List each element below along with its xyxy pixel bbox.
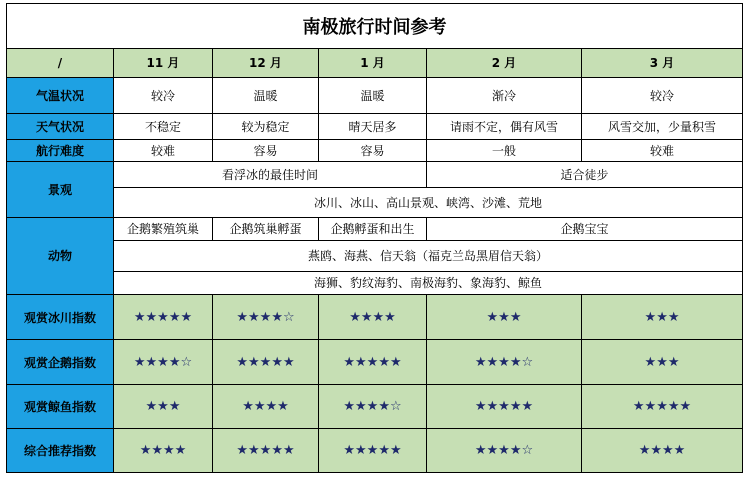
rating-stars: ★★★★★: [427, 385, 582, 429]
navigation-cell: 较难: [114, 139, 213, 161]
rating-stars: ★★★: [427, 295, 582, 340]
row-label-whale-index: 观赏鲸鱼指数: [7, 385, 114, 429]
month-header-feb: 2 月: [427, 48, 582, 77]
weather-cell: 风雪交加，少量积雪: [582, 114, 743, 140]
month-header-jan: 1 月: [319, 48, 427, 77]
weather-cell: 请雨不定，偶有风雪: [427, 114, 582, 140]
penguin-cell: 企鹅孵蛋和出生: [319, 217, 427, 241]
rating-stars: ★★★★☆: [114, 340, 213, 385]
rating-stars: ★★★★: [319, 295, 427, 340]
birds-cell: 燕鸥、海燕、信天翁（福克兰岛黑眉信天翁）: [114, 241, 743, 272]
rating-stars: ★★★★☆: [319, 385, 427, 429]
row-label-penguin-index: 观赏企鹅指数: [7, 340, 114, 385]
navigation-cell: 容易: [319, 139, 427, 161]
corner-cell: /: [7, 48, 114, 77]
temperature-cell: 渐冷: [427, 77, 582, 114]
temperature-cell: 温暖: [213, 77, 319, 114]
rating-stars: ★★★★: [213, 385, 319, 429]
rating-stars: ★★★: [582, 340, 743, 385]
row-label-animals: 动物: [7, 217, 114, 295]
row-label-weather: 天气状况: [7, 114, 114, 140]
navigation-cell: 容易: [213, 139, 319, 161]
page-title: 南极旅行时间参考: [7, 4, 743, 49]
rating-stars: ★★★★★: [114, 295, 213, 340]
row-label-overall-index: 综合推荐指数: [7, 428, 114, 472]
row-label-temperature: 气温状况: [7, 77, 114, 114]
rating-stars: ★★★★☆: [213, 295, 319, 340]
rating-stars: ★★★★: [114, 428, 213, 472]
temperature-cell: 温暖: [319, 77, 427, 114]
penguin-cell: 企鹅繁殖筑巢: [114, 217, 213, 241]
temperature-cell: 较冷: [114, 77, 213, 114]
scenery-hiking-cell: 适合徒步: [427, 162, 743, 188]
rating-stars: ★★★: [582, 295, 743, 340]
month-header-mar: 3 月: [582, 48, 743, 77]
rating-stars: ★★★★★: [582, 385, 743, 429]
scenery-ice-cell: 看浮冰的最佳时间: [114, 162, 427, 188]
rating-stars: ★★★: [114, 385, 213, 429]
month-header-nov: 11 月: [114, 48, 213, 77]
weather-cell: 较为稳定: [213, 114, 319, 140]
month-header-dec: 12 月: [213, 48, 319, 77]
rating-stars: ★★★★☆: [427, 428, 582, 472]
rating-stars: ★★★★★: [213, 340, 319, 385]
row-label-glacier-index: 观赏冰川指数: [7, 295, 114, 340]
rating-stars: ★★★★: [582, 428, 743, 472]
temperature-cell: 较冷: [582, 77, 743, 114]
navigation-cell: 较难: [582, 139, 743, 161]
row-label-scenery: 景观: [7, 162, 114, 217]
rating-stars: ★★★★★: [213, 428, 319, 472]
rating-stars: ★★★★☆: [427, 340, 582, 385]
weather-cell: 不稳定: [114, 114, 213, 140]
scenery-all-cell: 冰川、冰山、高山景观、峡湾、沙滩、荒地: [114, 187, 743, 217]
weather-cell: 晴天居多: [319, 114, 427, 140]
penguin-cell: 企鹅宝宝: [427, 217, 743, 241]
rating-stars: ★★★★★: [319, 340, 427, 385]
navigation-cell: 一般: [427, 139, 582, 161]
mammals-cell: 海狮、豹纹海豹、南极海豹、象海豹、鲸鱼: [114, 271, 743, 295]
row-label-navigation: 航行难度: [7, 139, 114, 161]
penguin-cell: 企鹅筑巢孵蛋: [213, 217, 319, 241]
rating-stars: ★★★★★: [319, 428, 427, 472]
antarctic-travel-table: [6, 3, 743, 473]
